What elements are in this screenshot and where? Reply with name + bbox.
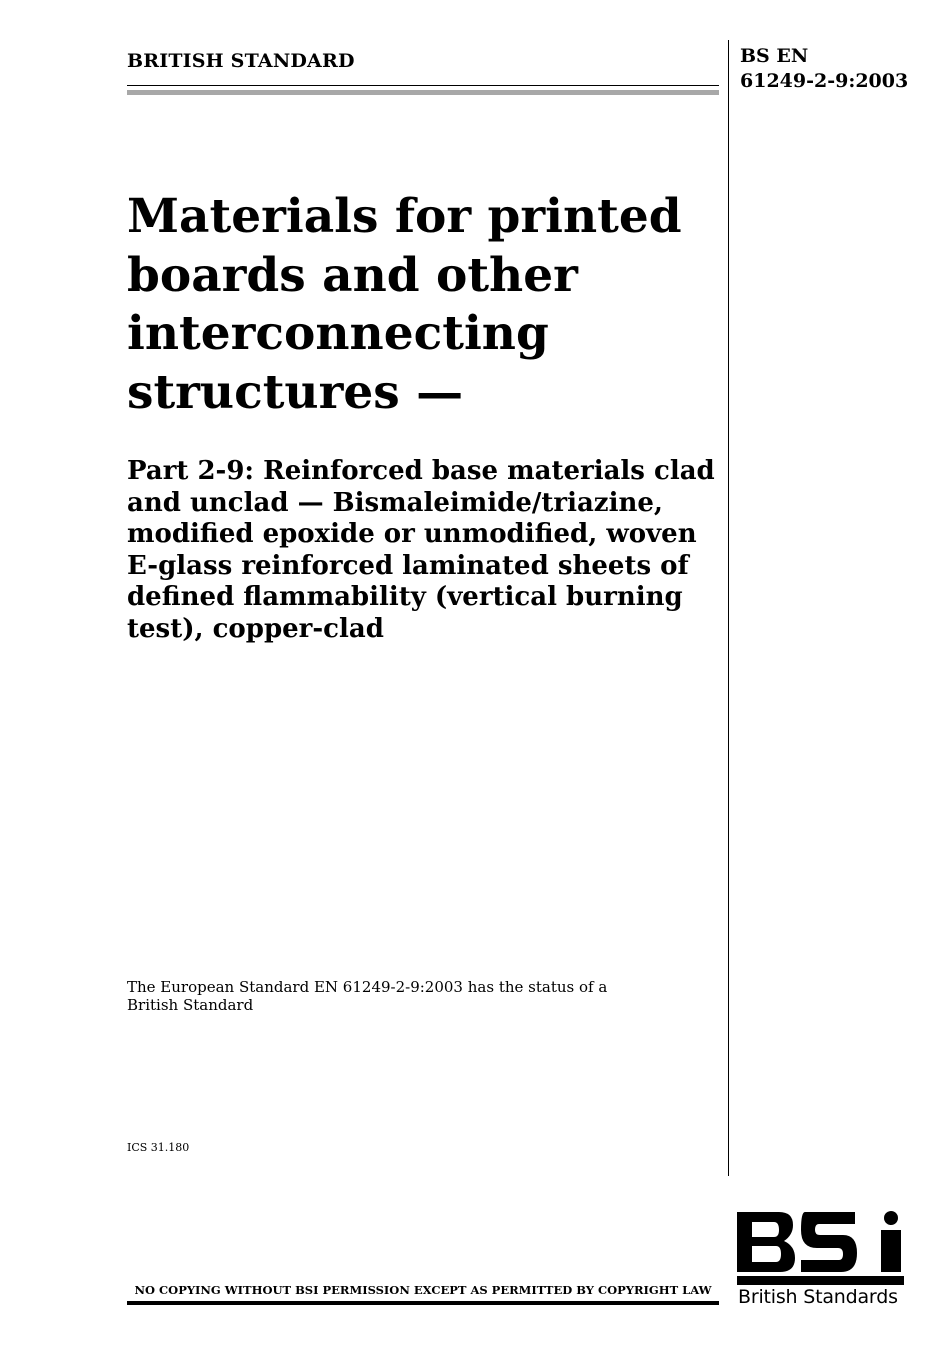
vertical-divider — [728, 40, 729, 1176]
document-title — [127, 188, 717, 422]
subtitle-line: modified epoxide or unmodified, woven — [127, 519, 697, 549]
title-line: boards and other — [127, 247, 578, 303]
header-series-label: BRITISH STANDARD — [127, 50, 355, 72]
ics-code: ICS 31.180 — [127, 1141, 190, 1154]
subtitle-line: E-glass reinforced laminated sheets of — [127, 550, 689, 581]
status-line: The European Standard EN 61249-2-9:2003 has the status of a — [127, 978, 608, 996]
logo-tagline: British Standards — [738, 1286, 898, 1308]
status-line: British Standard — [127, 996, 254, 1014]
header-rule-thick — [127, 90, 719, 95]
title-line: structures — — [127, 364, 464, 420]
standard-code — [740, 44, 908, 94]
title-line: Materials for printed — [127, 189, 682, 244]
title-line: interconnecting — [127, 306, 549, 361]
subtitle-line: Part 2-9: Reinforced base materials clad — [127, 456, 715, 486]
subtitle-line: and unclad — Bismaleimide/triazine, — [127, 487, 663, 518]
header-rule-thin — [127, 85, 719, 86]
subtitle-line: defined flammability (vertical burning — [127, 582, 683, 612]
status-statement — [127, 978, 627, 1014]
standard-code-line: 61249-2-9:2003 — [740, 70, 909, 92]
footer-rule — [127, 1301, 719, 1305]
document-subtitle — [127, 456, 727, 645]
subtitle-line: test), copper-clad — [127, 613, 384, 644]
standard-code-line: BS EN — [740, 45, 809, 67]
copyright-notice: NO COPYING WITHOUT BSI PERMISSION EXCEPT AS PERMITTED BY COPYRIGHT LAW — [134, 1283, 712, 1297]
